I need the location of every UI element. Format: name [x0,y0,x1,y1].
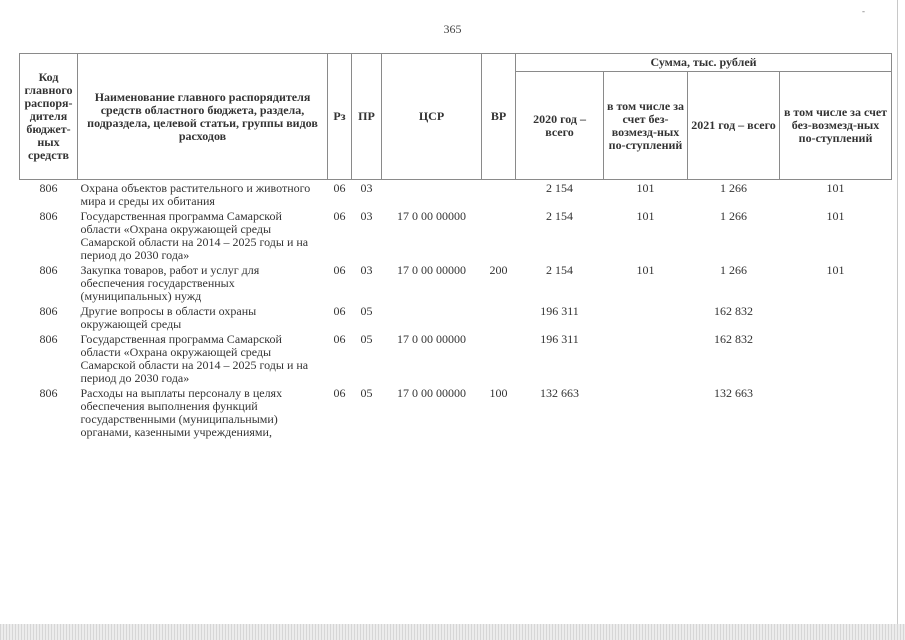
cell-rz: 06 [333,263,346,277]
table-row [20,180,892,210]
cell-code: 806 [39,209,58,223]
table-row [20,386,892,440]
cell-code: 806 [39,304,58,318]
cell-code: 806 [39,181,58,195]
cell-pr: 03 [360,209,373,223]
cell-2020-free [604,304,688,332]
cell-csr [382,304,482,332]
cell-rz: 06 [333,304,346,318]
header-name: Наименование главного распорядителя средств областного бюджета, раздела, подраздела, целевой статьи, группы видов расходов [78,54,328,180]
cell-2020-free [604,332,688,386]
cell-name: Государственная программа Самарской области «Охрана окружающей среды Самарской области на 2014 – 2025 годы и на период до 2030 года» [80,209,309,262]
header-2021-total: 2021 год – всего [688,72,780,180]
cell-2021-free [780,386,892,440]
cell-2021-free: 101 [826,181,845,195]
header-rz: Рз [328,54,352,180]
header-vr: ВР [482,54,516,180]
cell-vr [482,180,516,210]
cell-2021-free [780,304,892,332]
cell-pr: 05 [360,332,373,346]
cell-pr: 03 [360,263,373,277]
table-row [20,209,892,263]
cell-code: 806 [39,332,58,346]
cell-2021-total: 1 266 [720,209,747,223]
cell-name: Государственная программа Самарской области «Охрана окружающей среды Самарской области на 2014 – 2025 годы и на период до 2030 года» [80,332,309,385]
header-2021-free: в том числе за счет без-возмезд-ных по-ступлений [780,72,892,180]
cell-2020-total: 2 154 [546,209,573,223]
cell-2020-total: 2 154 [546,181,573,195]
cell-2021-free: 101 [826,263,845,277]
cell-rz: 06 [333,386,346,400]
cell-2021-free [780,332,892,386]
cell-name: Расходы на выплаты персоналу в целях обеспечения выполнения функций государственными (муниципальными) органами, казенными учреждениями, [80,386,283,439]
cell-csr: 17 0 00 00000 [397,209,466,223]
cell-2020-total: 2 154 [546,263,573,277]
cell-csr [382,180,482,210]
cell-csr: 17 0 00 00000 [397,263,466,277]
cell-2021-total: 1 266 [720,181,747,195]
cell-2020-free: 101 [636,181,655,195]
header-csr: ЦСР [382,54,482,180]
cell-name: Закупка товаров, работ и услуг для обеспечения государственных (муниципальных) нужд [80,263,260,303]
cell-2021-total: 162 832 [714,332,753,346]
page-number: 365 [443,22,462,36]
cell-vr [482,304,516,332]
table-row [20,263,892,304]
cell-pr: 05 [360,304,373,318]
cell-pr: 05 [360,386,373,400]
cell-vr [482,209,516,263]
cell-rz: 06 [333,181,346,195]
scan-mark: - [862,6,865,16]
cell-name: Охрана объектов растительного и животного мира и среды их обитания [80,181,311,208]
header-2020-free: в том числе за счет без-возмезд-ных по-ступлений [604,72,688,180]
cell-rz: 06 [333,332,346,346]
cell-vr: 200 [489,263,508,277]
header-2020-total: 2020 год – всего [516,72,604,180]
cell-csr: 17 0 00 00000 [397,332,466,346]
cell-2020-total: 196 311 [540,304,579,318]
header-pr: ПР [352,54,382,180]
cell-vr: 100 [489,386,508,400]
cell-2020-total: 196 311 [540,332,579,346]
cell-2020-free [604,386,688,440]
cell-2021-free: 101 [826,209,845,223]
header-code: Код главного распоря-дителя бюджет-ных средств [20,54,78,180]
cell-code: 806 [39,263,58,277]
cell-2021-total: 132 663 [714,386,753,400]
cell-2020-free: 101 [636,263,655,277]
scan-artifact-band [0,624,905,640]
cell-vr [482,332,516,386]
budget-table [19,53,892,440]
table-row [20,332,892,386]
cell-pr: 03 [360,181,373,195]
cell-code: 806 [39,386,58,400]
cell-2021-total: 1 266 [720,263,747,277]
page-edge-line [897,0,898,640]
cell-csr: 17 0 00 00000 [397,386,466,400]
cell-2021-total: 162 832 [714,304,753,318]
cell-2020-free: 101 [636,209,655,223]
cell-rz: 06 [333,209,346,223]
cell-2020-total: 132 663 [540,386,579,400]
table-row [20,304,892,332]
header-sum: Сумма, тыс. рублей [516,54,892,72]
cell-name: Другие вопросы в области охраны окружающей среды [80,304,257,331]
